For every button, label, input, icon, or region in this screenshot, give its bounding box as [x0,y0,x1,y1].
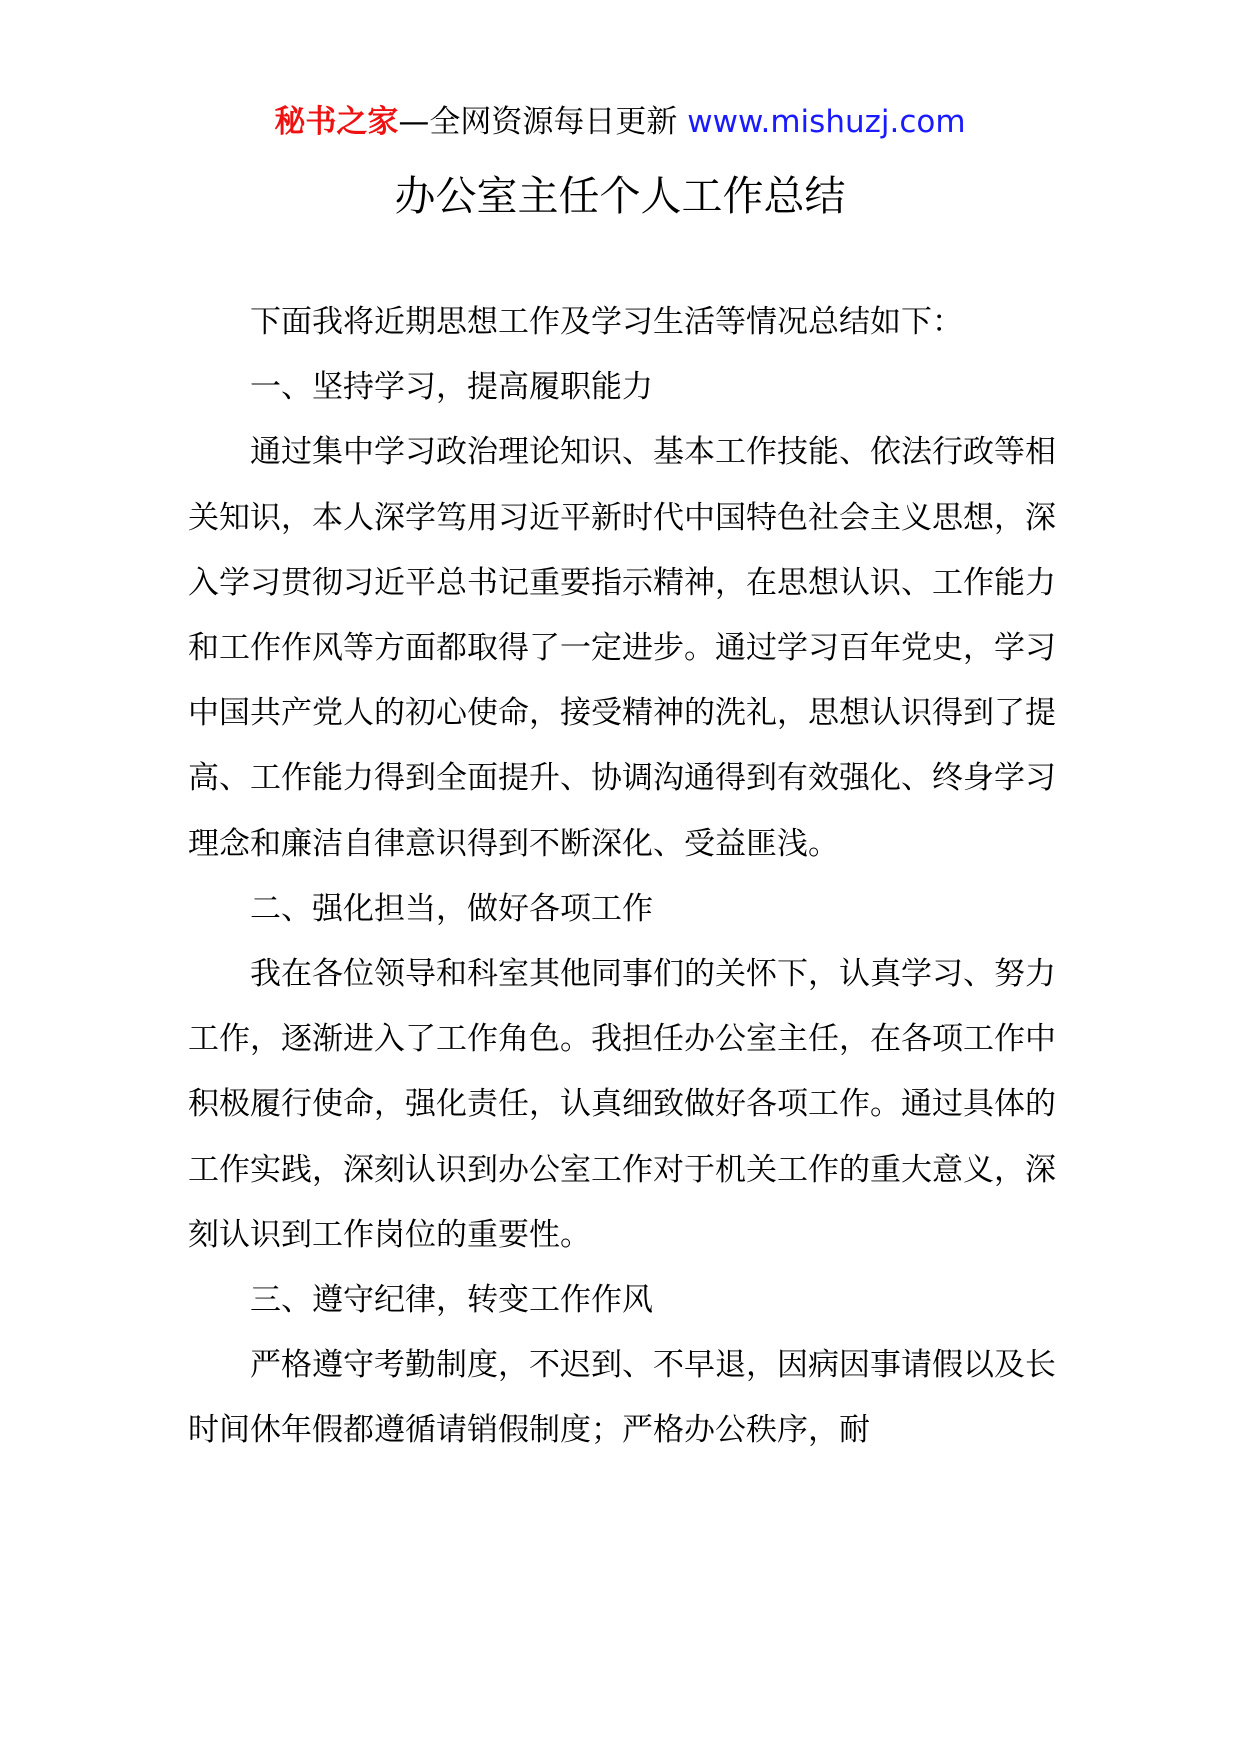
site-brand: 秘书之家 [274,104,399,140]
site-url-link[interactable]: www.mishuzj.com [687,104,966,140]
section-paragraph: 通过集中学习政治理论知识、基本工作技能、依法行政等相关知识，本人深学笃用习近平新时代中国特色社会主义思想，深入学习贯彻习近平总书记重要指示精神，在思想认识、工作能力和工作作风等方面都取得了一定进步。通过学习百年党史，学习中国共产党人的初心使命，接受精神的洗礼，思想认识得到了提高、工作能力得到全面提升、协调沟通得到有效强化、终身学习理念和廉洁自律意识得到不断深化、受益匪浅。 [188,434,1056,862]
site-slogan: —全网资源每日更新 [398,104,678,140]
section-paragraph: 我在各位领导和科室其他同事们的关怀下，认真学习、努力工作，逐渐进入了工作角色。我担任办公室主任，在各项工作中积极履行使命，强化责任，认真细致做好各项工作。通过具体的工作实践，深刻认识到办公室工作对于机关工作的重大意义，深刻认识到工作岗位的重要性。 [188,956,1056,1253]
section-heading: 二、强化担当，做好各项工作 [250,890,653,927]
section-paragraph: 严格遵守考勤制度，不迟到、不早退，因病因事请假以及长时间休年假都遵循请销假制度；严格办公秩序，耐 [188,1347,1056,1449]
section-heading: 一、坚持学习，提高履职能力 [250,369,653,406]
section-heading: 三、遵守纪律，转变工作作风 [250,1282,653,1319]
document-title: 办公室主任个人工作总结 [394,172,846,220]
site-banner [0,100,1240,144]
document-body [188,290,1056,1464]
intro-paragraph: 下面我将近期思想工作及学习生活等情况总结如下： [250,304,963,340]
